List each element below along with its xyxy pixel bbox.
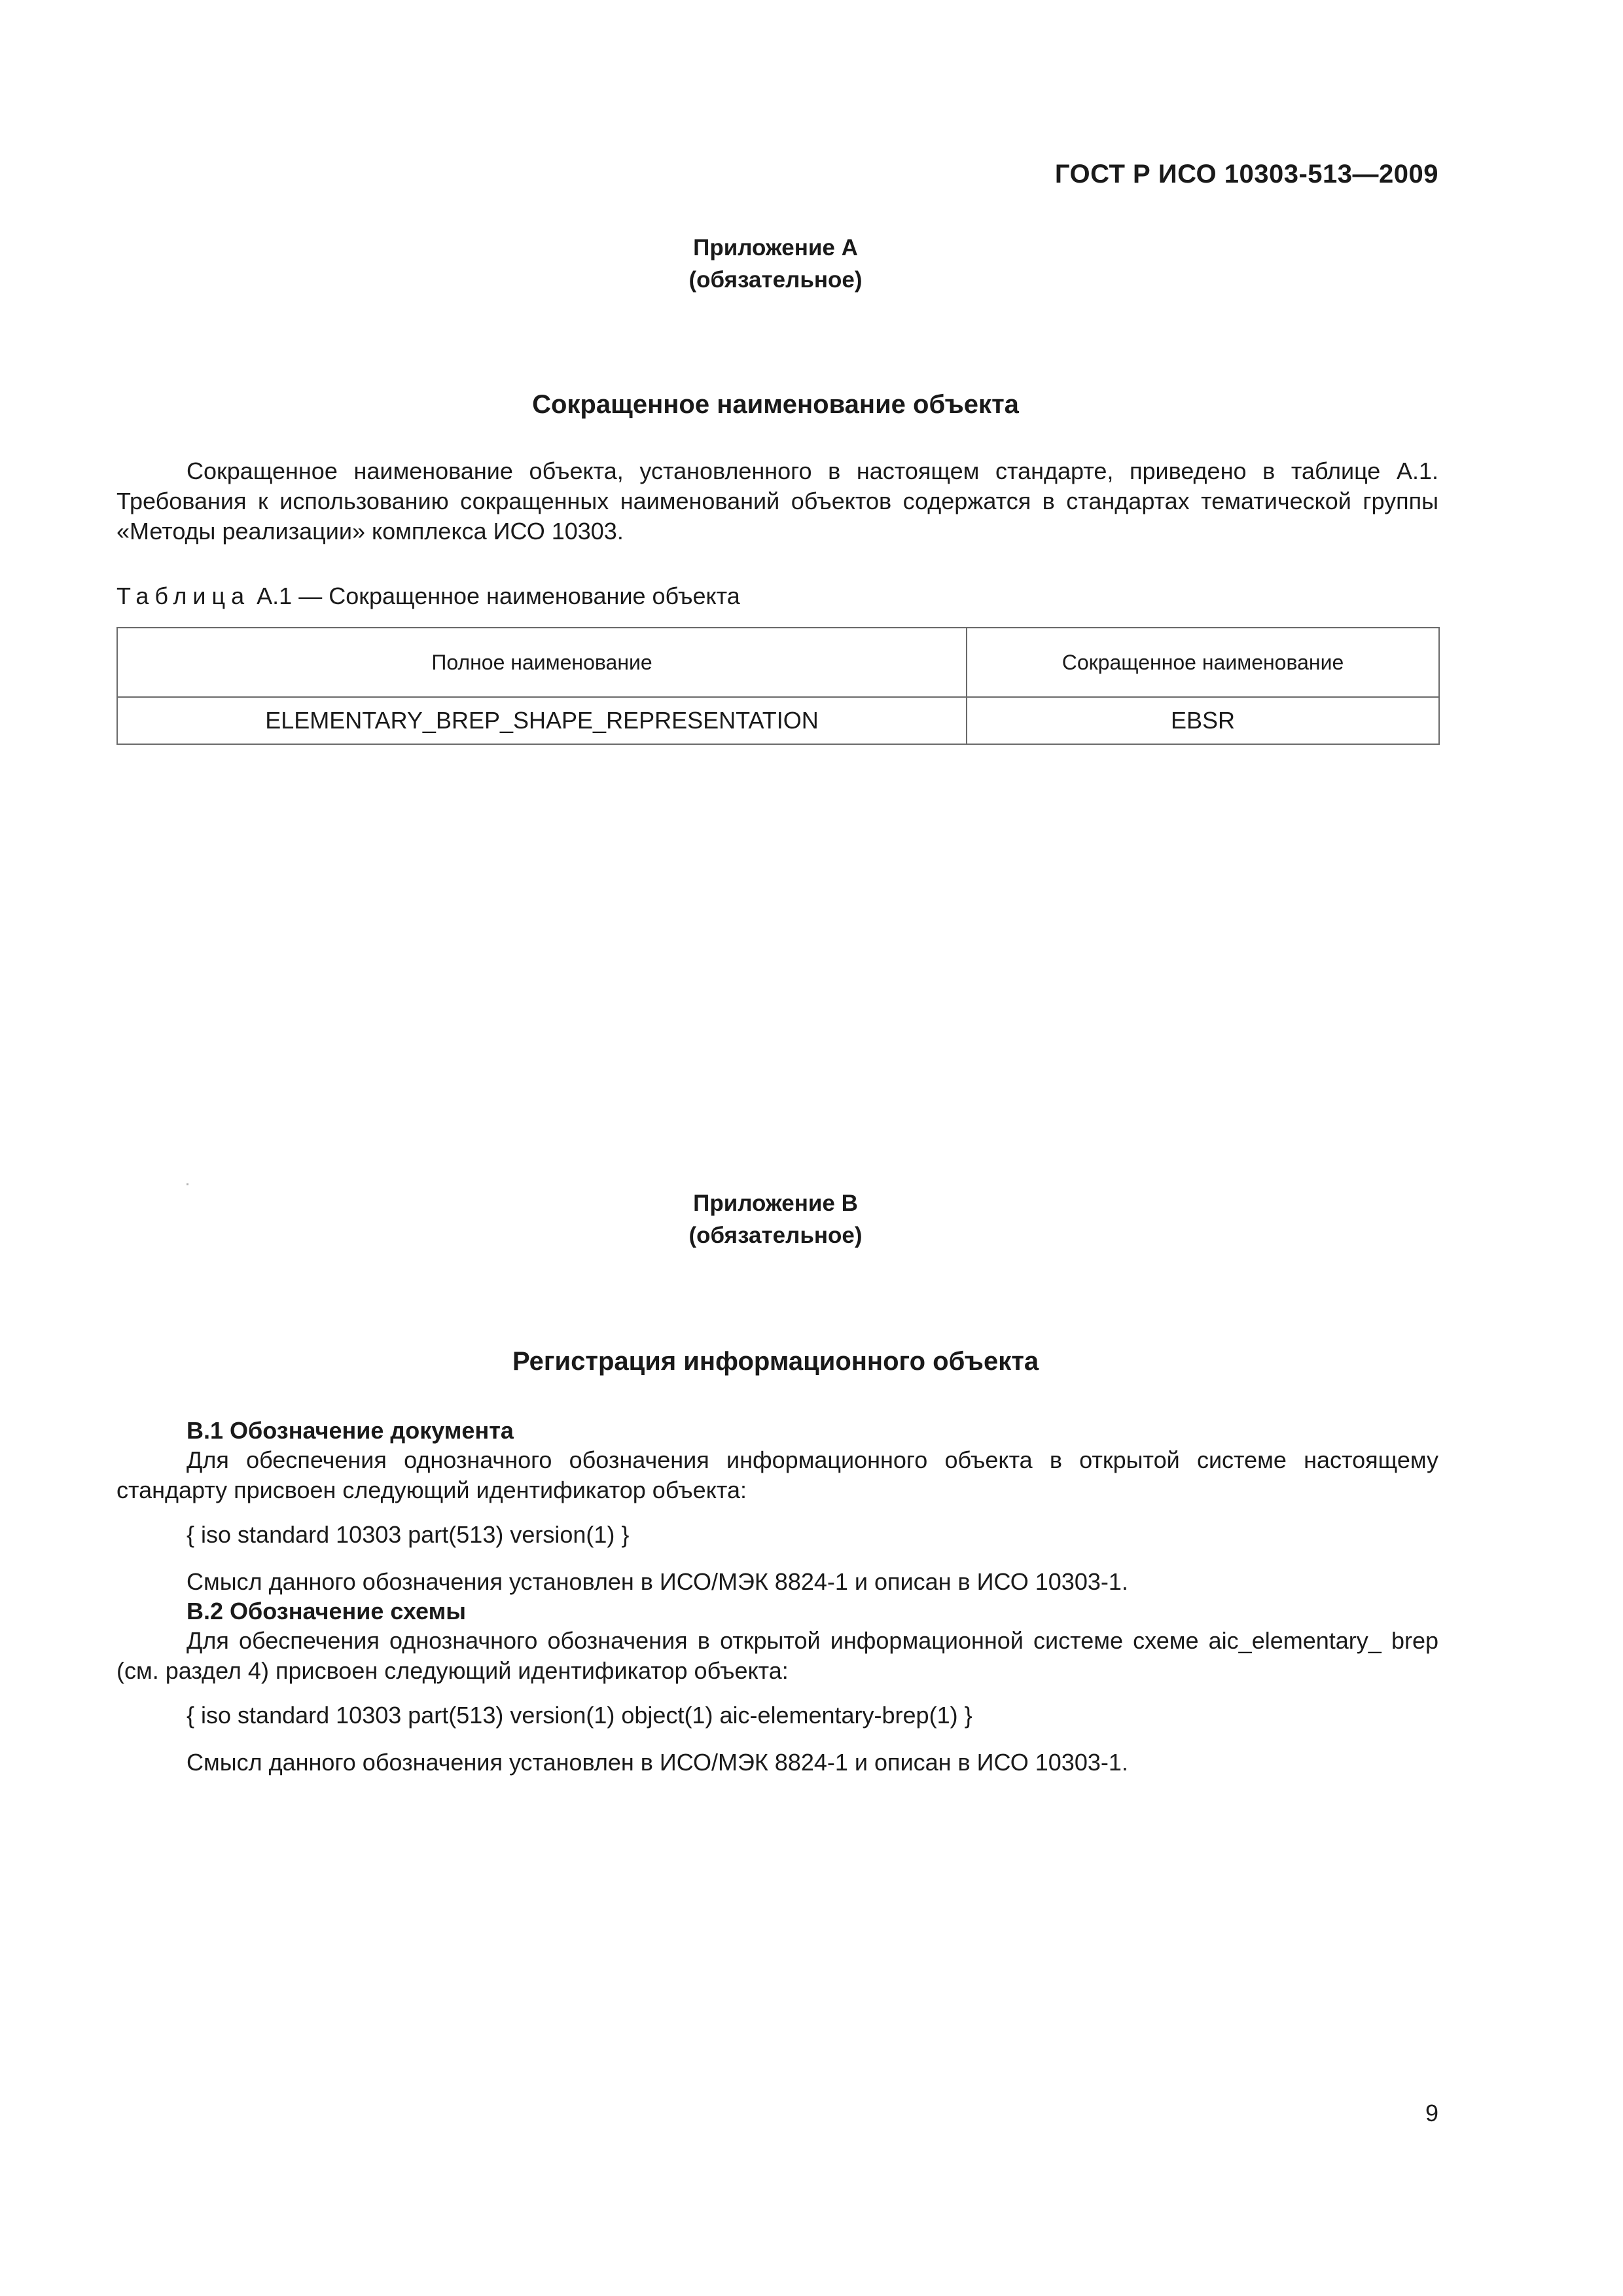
annex-a-header bbox=[0, 232, 1551, 296]
table-caption-text: А.1 — Сокращенное наименование объекта bbox=[257, 583, 740, 609]
subsection-b1-heading bbox=[187, 1416, 514, 1446]
column-header-full-name: Полное наименование bbox=[117, 628, 967, 697]
subsection-b1-title: Обозначение документа bbox=[230, 1417, 514, 1444]
annex-a-title: Приложение А bbox=[693, 235, 858, 260]
subsection-b2-note: Смысл данного обозначения установлен в ИСО/МЭК 8824-1 и описан в ИСО 10303-1. bbox=[187, 1749, 1128, 1776]
scan-speck bbox=[187, 1183, 188, 1185]
annex-a-status: (обязательное) bbox=[688, 267, 863, 293]
subsection-b2-title: Обозначение схемы bbox=[230, 1598, 466, 1624]
subsection-b2-heading bbox=[187, 1596, 466, 1626]
subsection-b2-number: В.2 bbox=[187, 1598, 224, 1624]
annex-b-status: (обязательное) bbox=[688, 1223, 863, 1248]
page-number: 9 bbox=[1425, 2100, 1438, 2126]
subsection-b2-paragraph: Для обеспечения однозначного обозначения в открытой информационной системе схеме aic_elementary_ brep (см. раздел 4) присвоен следующий идентификатор объекта: bbox=[116, 1627, 1438, 1684]
table-caption-label: Таблица bbox=[116, 583, 251, 609]
table-caption bbox=[116, 581, 740, 611]
subsection-b1-number: В.1 bbox=[187, 1417, 224, 1444]
subsection-b1-note: Смысл данного обозначения установлен в ИСО/МЭК 8824-1 и описан в ИСО 10303-1. bbox=[187, 1568, 1128, 1595]
subsection-b1-identifier: { iso standard 10303 part(513) version(1) } bbox=[187, 1521, 630, 1548]
table-cell-short-name: EBSR bbox=[967, 697, 1439, 744]
subsection-b1-paragraph: Для обеспечения однозначного обозначения информационного объекта в открытой системе настоящему стандарту присвоен следующий идентификатор объекта: bbox=[116, 1446, 1438, 1503]
annex-a-paragraph: Сокращенное наименование объекта, установленного в настоящем стандарте, приведено в таблице А.1. Требования к использованию сокращенных наименований объектов содержатся в стандартах тематической группы «Методы реализации» комплекса ИСО 10303. bbox=[116, 457, 1438, 545]
annex-b-title: Приложение В bbox=[693, 1191, 858, 1216]
subsection-b2-identifier: { iso standard 10303 part(513) version(1) object(1) aic-elementary-brep(1) } bbox=[187, 1702, 972, 1729]
table-row bbox=[117, 697, 1439, 744]
annex-b-header bbox=[0, 1187, 1551, 1251]
table-cell-full-name: ELEMENTARY_BREP_SHAPE_REPRESENTATION bbox=[117, 697, 967, 744]
table-header-row bbox=[117, 628, 1439, 697]
abbreviation-table bbox=[116, 627, 1440, 745]
column-header-short-name: Сокращенное наименование bbox=[967, 628, 1439, 697]
annex-a-heading: Сокращенное наименование объекта bbox=[532, 390, 1019, 419]
annex-b-heading: Регистрация информационного объекта bbox=[512, 1347, 1039, 1376]
document-code: ГОСТ Р ИСО 10303-513—2009 bbox=[1054, 160, 1438, 188]
